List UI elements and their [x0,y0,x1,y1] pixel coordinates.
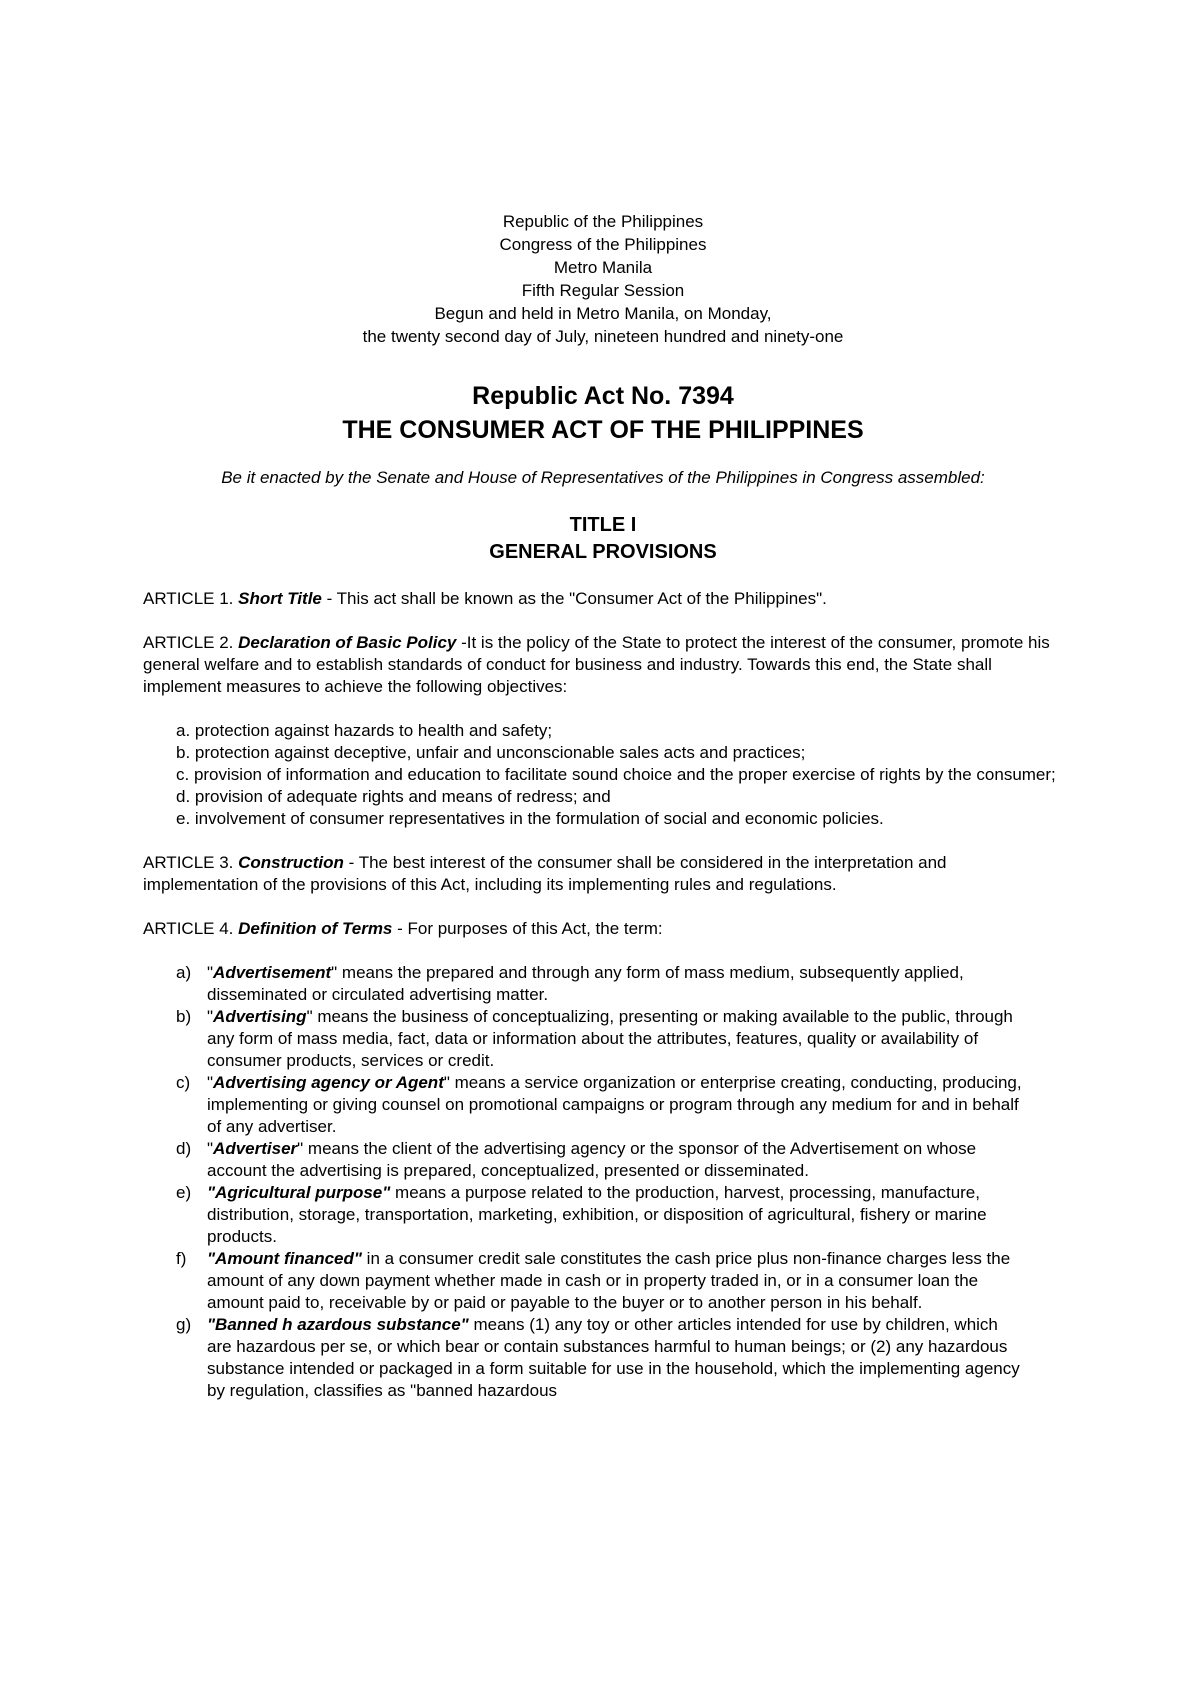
article-prefix: ARTICLE 4. [143,919,239,938]
article-1 [143,588,1063,610]
definition-letter: e) [176,1183,192,1202]
definition-term: Advertising agency or Agent [213,1073,444,1092]
act-name: THE CONSUMER ACT OF THE PHILIPPINES [342,416,864,444]
article-text: -It is the policy of the State to protect the interest of the consumer, promote his general welfare and to establish standards of conduct for business and industry. Towards this end, the State shall implement measures to achieve the following objectives: [143,633,1050,696]
article-prefix: ARTICLE 2. [143,633,239,652]
document-page [143,210,1063,1402]
definition-term: Advertiser [213,1139,298,1158]
title-name: GENERAL PROVISIONS [489,541,717,563]
objectives-list [176,720,1063,830]
article-term: Definition of Terms [238,919,393,938]
article-text: - For purposes of this Act, the term: [392,919,663,938]
definition-text: "Advertiser" means the client of the advertising agency or the sponsor of the Advertisement on whose account the advertising is prepared, conceptualized, presented or disseminated. [207,1139,977,1180]
objective-item: b. protection against deceptive, unfair and unconscionable sales acts and practices; [176,743,806,762]
definition-letter: c) [176,1073,191,1092]
article-2 [143,632,1063,698]
enacting-clause: Be it enacted by the Senate and House of Representatives of the Philippines in Congress assembled: [221,468,985,487]
definition-item [143,1248,1063,1314]
article-text: - The best interest of the consumer shall be considered in the interpretation and implementation of the provisions of this Act, including its implementing rules and regulations. [143,853,947,894]
objective-item: c. provision of information and education to facilitate sound choice and the proper exercise of rights by the consumer; [176,765,1056,784]
article-prefix: ARTICLE 3. [143,853,239,872]
definition-letter: b) [176,1007,192,1026]
article-term: Short Title [238,589,322,608]
document-header [143,210,1063,348]
header-line: Metro Manila [553,258,653,277]
definition-term: Advertisement [213,963,332,982]
definition-item [143,1138,1063,1182]
article-term: Construction [238,853,344,872]
definition-item [143,962,1063,1006]
objective-item: d. provision of adequate rights and means of redress; and [176,787,611,806]
definition-item [143,1314,1063,1402]
header-line: the twenty second day of July, nineteen hundred and ninety-one [362,327,844,346]
definition-term: Advertising [213,1007,307,1026]
header-line: Fifth Regular Session [521,281,685,300]
definition-text: "Advertising" means the business of conceptualizing, presenting or making available to the public, through any form of mass media, fact, data or information about the attributes, features, quality or availability of consumer products, services or credit. [207,1007,1013,1070]
title-number: TITLE I [569,514,637,536]
article-text: - This act shall be known as the "Consumer Act of the Philippines". [321,589,827,608]
act-title [143,379,1063,447]
definition-letter: g) [176,1315,192,1334]
definition-text: "Agricultural purpose" means a purpose related to the production, harvest, processing, manufacture, distribution, storage, transportation, marketing, exhibition, or disposition of agricultural, fishery or marine products. [207,1183,987,1246]
definition-letter: f) [176,1249,187,1268]
act-number: Republic Act No. 7394 [472,382,734,410]
title-heading [143,512,1063,566]
definition-text: "Amount financed" in a consumer credit sale constitutes the cash price plus non-finance charges less the amount of any down payment whether made in cash or in property traded in, or in a consumer loan the amount paid to, receivable by or paid or payable to the buyer or to another person in his behalf. [207,1249,1011,1312]
header-line: Republic of the Philippines [502,212,704,231]
definitions-list [143,962,1063,1402]
definition-letter: d) [176,1139,192,1158]
definition-item [143,1006,1063,1072]
article-term: Declaration of Basic Policy [238,633,457,652]
article-prefix: ARTICLE 1. [143,589,239,608]
article-4 [143,918,1063,940]
article-3 [143,852,1063,896]
objective-item: e. involvement of consumer representatives in the formulation of social and economic policies. [176,809,884,828]
header-line: Congress of the Philippines [499,235,707,254]
definition-letter: a) [176,963,192,982]
definition-item [143,1072,1063,1138]
definition-term: "Agricultural purpose" [207,1183,391,1202]
header-line: Begun and held in Metro Manila, on Monday, [434,304,772,323]
definition-text: "Banned h azardous substance" means (1) any toy or other articles intended for use by children, which are hazardous per se, or which bear or contain substances harmful to human beings; or (2) any hazardous substance intended or packaged in a form suitable for use in the household, which the implementing agency by regulation, classifies as "banned hazardous [207,1315,1020,1400]
objective-item: a. protection against hazards to health and safety; [176,721,553,740]
definition-term: "Banned h azardous substance" [207,1315,469,1334]
definition-item [143,1182,1063,1248]
definition-term: "Amount financed" [207,1249,362,1268]
definition-text: "Advertising agency or Agent" means a service organization or enterprise creating, conducting, producing, implementing or giving counsel on promotional campaigns or program through any medium for and in behalf of any advertiser. [207,1073,1022,1136]
definition-text: "Advertisement" means the prepared and through any form of mass medium, subsequently applied, disseminated or circulated advertising matter. [207,963,964,1004]
